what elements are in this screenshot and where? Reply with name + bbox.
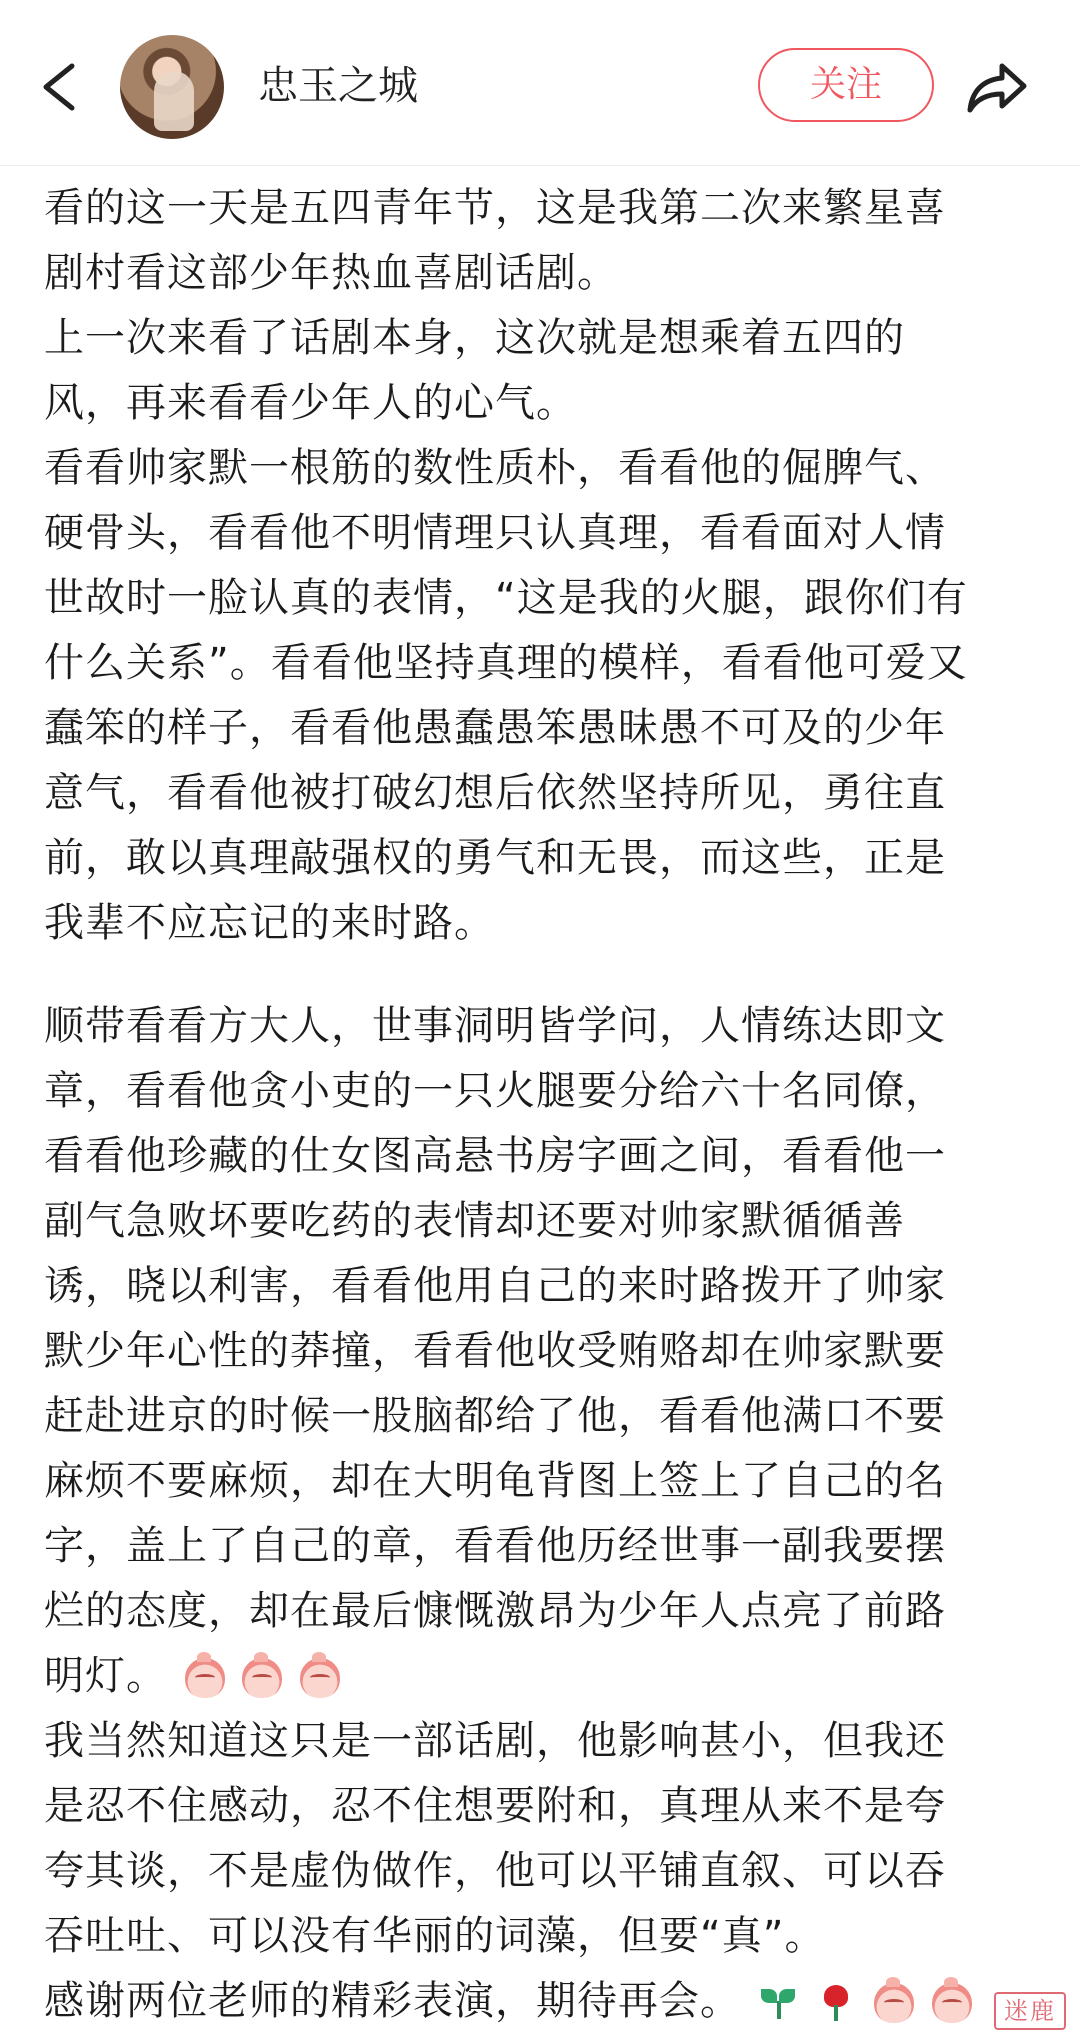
user-avatar[interactable] — [120, 35, 224, 139]
text-line: 副气急败坏要吃药的表情却还要对帅家默循循善 — [44, 1198, 905, 1244]
avatar-figure — [154, 71, 194, 131]
text-line: 赶赴进京的时候一股脑都给了他，看看他满口不要 — [44, 1393, 946, 1439]
text-segment: 感谢两位老师的精彩表演，期待再会。 — [44, 1978, 741, 2024]
text-line: 烂的态度，却在最后慷慨激昂为少年人点亮了前路 — [44, 1588, 946, 1634]
back-button[interactable] — [32, 52, 92, 122]
text-line: 意气，看看他被打破幻想后依然坚持所见，勇往直 — [44, 770, 946, 816]
text-line: 看看帅家默一根筋的数性质朴，看看他的倔脾气、 — [44, 445, 946, 491]
user-name[interactable]: 忠玉之城 — [258, 63, 418, 109]
rose-emoji — [816, 1983, 856, 2023]
text-segment: 明灯。 — [44, 1653, 167, 1699]
peach-face-emoji — [185, 1658, 225, 1698]
text-line: 吞吐吐、可以没有华丽的词藻，但要“真”。 — [44, 1913, 826, 1959]
text-line: 什么关系”。看看他坚持真理的模样，看看他可爱又 — [44, 640, 968, 686]
share-icon — [962, 52, 1034, 122]
text-line-with-emojis — [44, 1644, 1044, 1709]
top-bar — [0, 0, 1080, 166]
text-line: 我当然知道这只是一部话剧，他影响甚小，但我还 — [44, 1718, 946, 1764]
text-line: 麻烦不要麻烦，却在大明龟背图上签上了自己的名 — [44, 1458, 946, 1504]
text-line: 夸其谈，不是虚伪做作，他可以平铺直叙、可以吞 — [44, 1848, 946, 1894]
text-line: 剧村看这部少年热血喜剧话剧。 — [44, 250, 618, 296]
text-line: 世故时一脸认真的表情，“这是我的火腿，跟你们有 — [44, 575, 968, 621]
peach-face-emoji — [932, 1983, 972, 2023]
watermark-logo: 迷鹿 — [994, 1992, 1066, 2030]
text-line: 上一次来看了话剧本身，这次就是想乘着五四的 — [44, 315, 905, 361]
post-content — [44, 176, 1044, 2034]
text-line: 是忍不住感动，忍不住想要附和，真理从来不是夸 — [44, 1783, 946, 1829]
text-line: 章，看看他贪小吏的一只火腿要分给六十名同僚， — [44, 1068, 946, 1114]
paragraph-gap — [44, 956, 1044, 994]
peach-face-emoji — [242, 1658, 282, 1698]
text-line: 诱，晓以利害，看看他用自己的来时路拨开了帅家 — [44, 1263, 946, 1309]
text-line: 我辈不应忘记的来时路。 — [44, 900, 495, 946]
text-line: 前，敢以真理敲强权的勇气和无畏，而这些，正是 — [44, 835, 946, 881]
share-button[interactable] — [962, 52, 1034, 122]
text-line: 顺带看看方大人，世事洞明皆学问，人情练达即文 — [44, 1003, 946, 1049]
peach-face-emoji — [300, 1658, 340, 1698]
follow-button[interactable]: 关注 — [758, 48, 934, 122]
text-line: 看看他珍藏的仕女图高悬书房字画之间，看看他一 — [44, 1133, 946, 1179]
text-line-with-emojis — [44, 1969, 1044, 2034]
text-line: 硬骨头，看看他不明情理只认真理，看看面对人情 — [44, 510, 946, 556]
text-line: 看的这一天是五四青年节，这是我第二次来繁星喜 — [44, 185, 946, 231]
peach-face-emoji — [874, 1983, 914, 2023]
sprout-emoji — [759, 1983, 799, 2023]
back-arrow-icon — [32, 52, 92, 122]
text-line: 蠢笨的样子，看看他愚蠢愚笨愚昧愚不可及的少年 — [44, 705, 946, 751]
text-line: 风，再来看看少年人的心气。 — [44, 380, 577, 426]
text-line: 字，盖上了自己的章，看看他历经世事一副我要摆 — [44, 1523, 946, 1569]
text-line: 默少年心性的莽撞，看看他收受贿赂却在帅家默要 — [44, 1328, 946, 1374]
